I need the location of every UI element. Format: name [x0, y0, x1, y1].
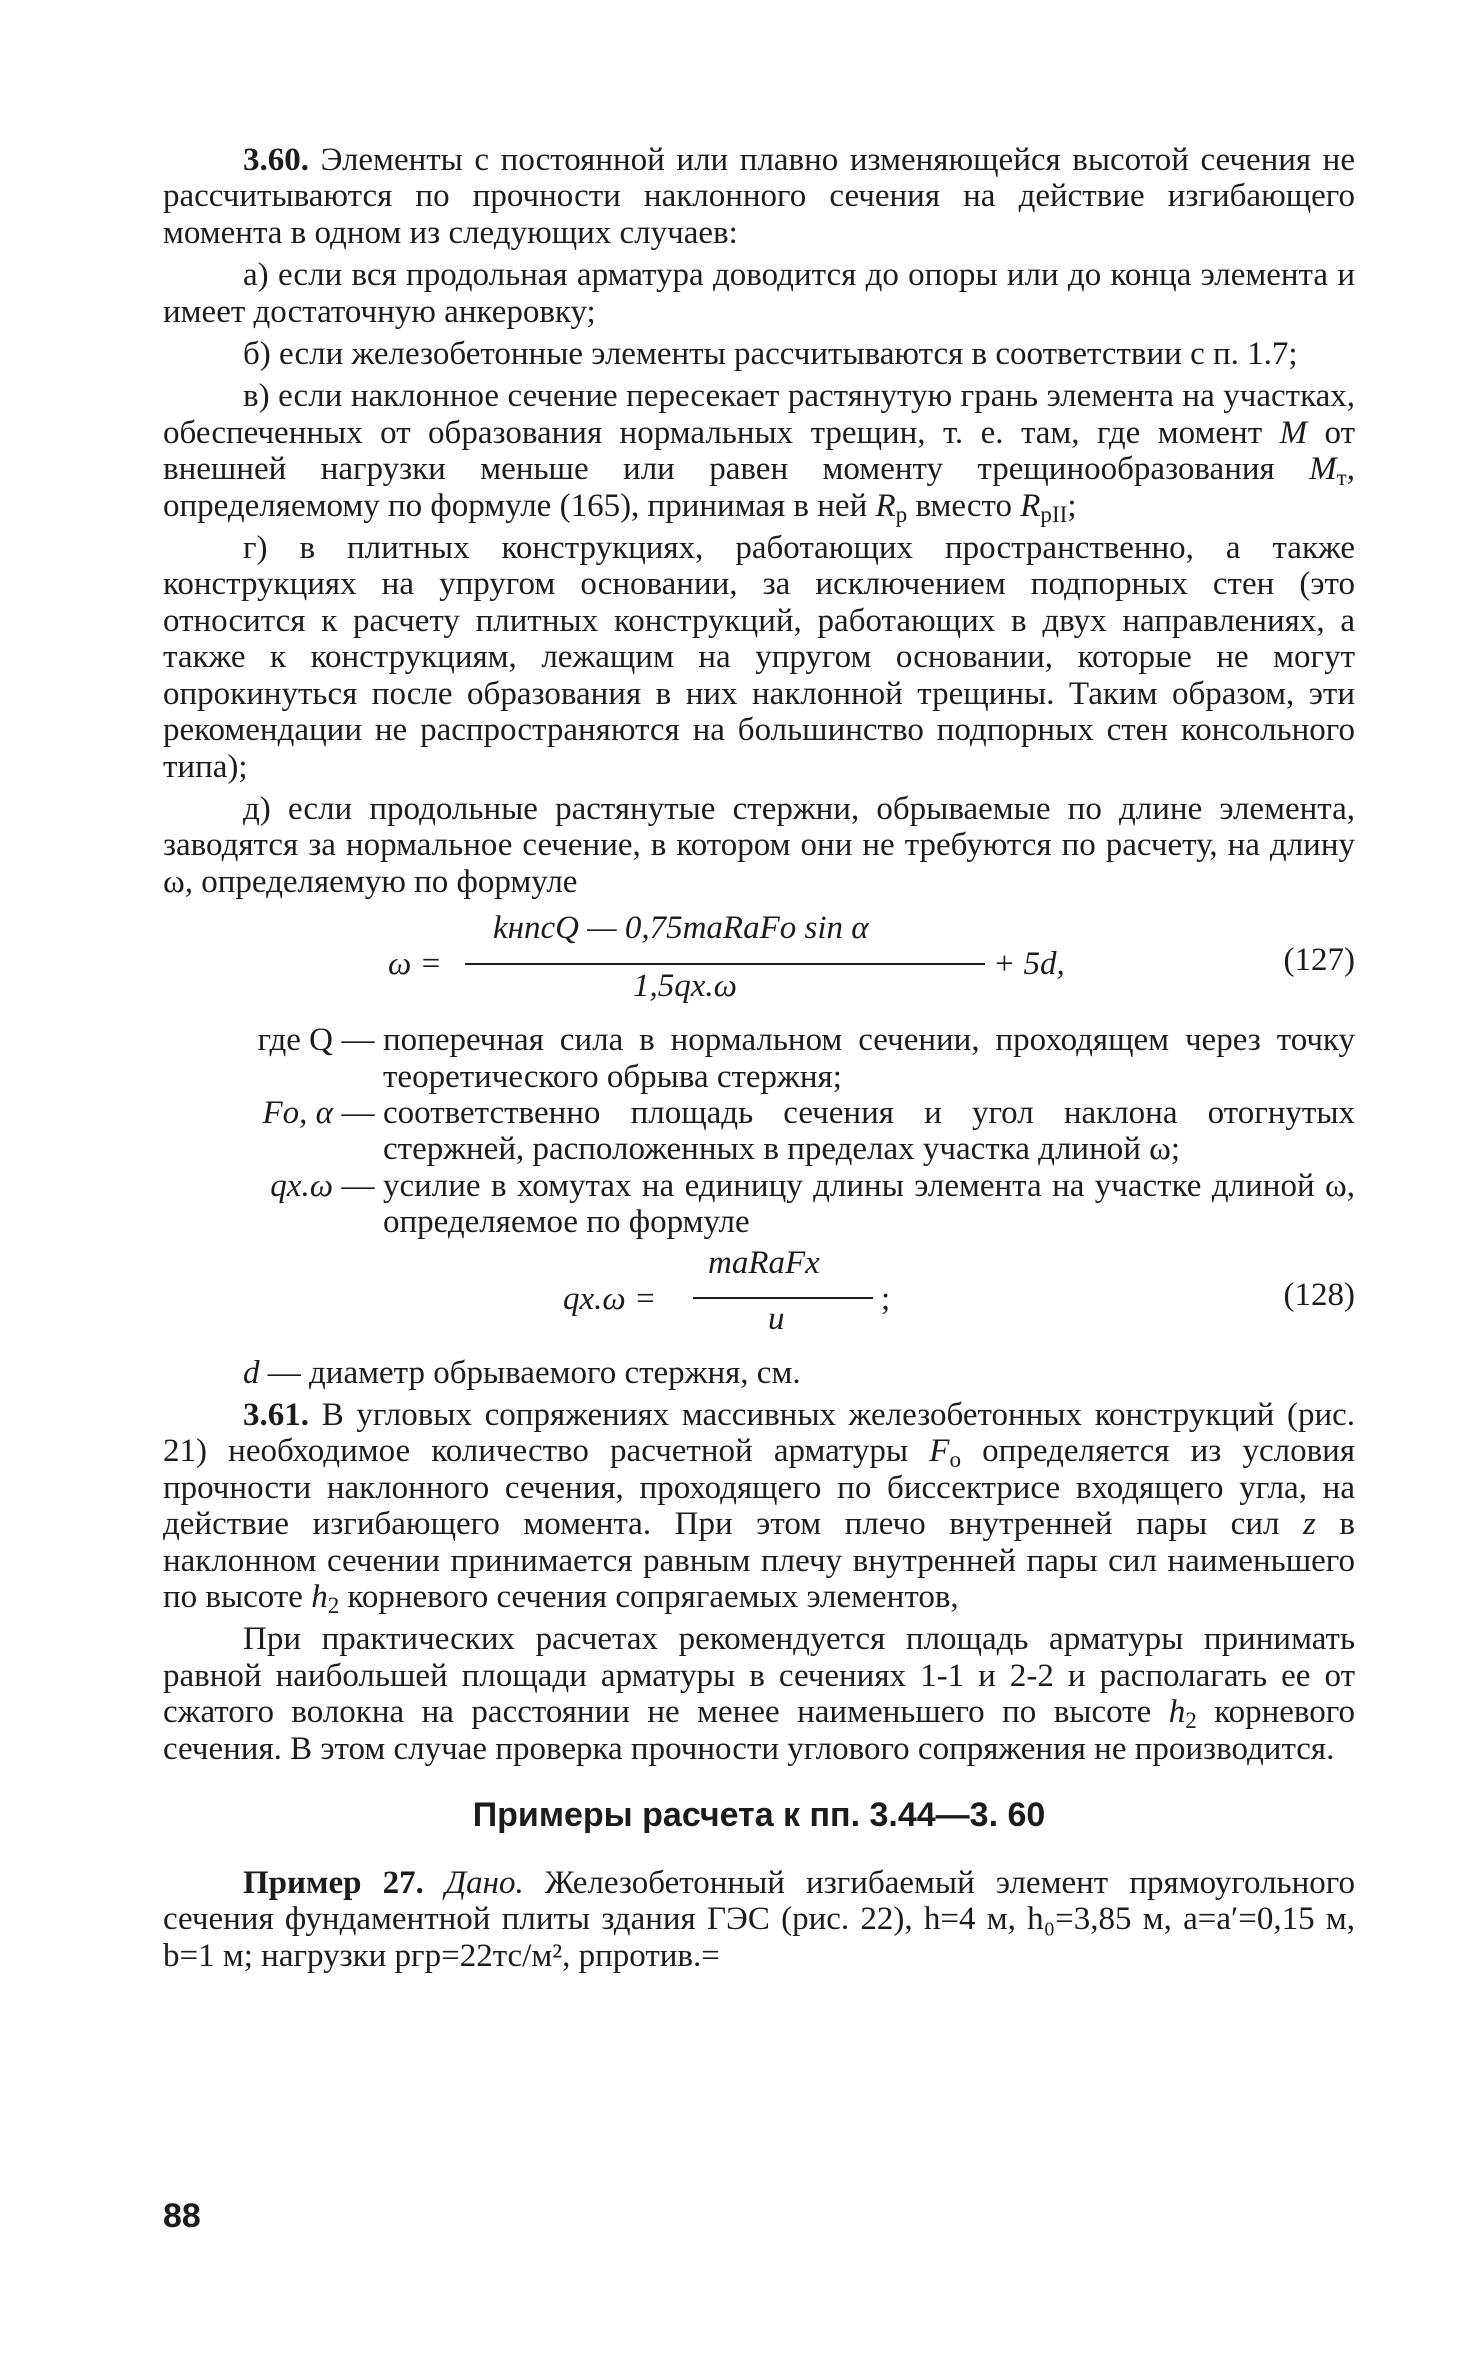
formula-lhs: ω = — [388, 946, 442, 983]
formula-lhs: qх.ω = — [563, 1280, 657, 1317]
formula-denominator: u — [768, 1300, 785, 1337]
fraction-bar — [693, 1297, 873, 1299]
def-text: усилие в хомутах на единицу длины элемента на участке длиной ω, определяемое по формуле — [383, 1167, 1355, 1241]
item-v: в) если наклонное сечение пересекает растянутую грань элемента на участках, обеспеченных от образования нормальных трещин, т. е. там, где момент М от внешней нагрузки меньше или равен моменту трещинообразования $М_т$, определяемому по формуле (165), принимая в ней $R_р$ вместо $R_{рII}$; — [163, 378, 1355, 527]
formula-numerator: kнnсQ — 0,75mаRаFо sin α — [493, 910, 869, 947]
fraction-bar — [465, 963, 985, 965]
paragraph-practice: При практических расчетах рекомендуется площадь арматуры принимать равной наибольшей площади арматуры в сечениях 1-1 и 2-2 и располагать ее от сжатого волокна на расстоянии не менее наименьшего по высоте $h_2$ корневого сечения. В этом случае проверка прочности углового сопряжения не производится. — [163, 1621, 1355, 1767]
def-symbol: qх.ω — [270, 1167, 333, 1204]
paragraph-3-60 — [163, 142, 1355, 251]
example-27: Пример 27. Дано. Железобетонный изгибаемый элемент прямоугольного сечения фундаментной плиты здания ГЭС (рис. 22), h=4 м, h₀=3,85 м, a=a′=0,15 м, b=1 м; нагрузки pгр=22тс/м², pпротив.= — [163, 1865, 1355, 1974]
item-d: д) если продольные растянутые стержни, обрываемые по длине элемента, заводятся за нормальное сечение, в котором они не требуются по расчету, на длину ω, определяемую по формуле — [163, 790, 1355, 900]
item-b: б) если железобетонные элементы рассчитываются в соответствии с п. 1.7; — [243, 336, 1298, 373]
def-dash: — — [341, 1167, 375, 1204]
formula-127 — [163, 906, 1355, 1014]
paragraph-3-61: 3.61. В угловых сопряжениях массивных железобетонных конструкций (рис. 21) необходимое количество расчетной арматуры $F_о$ определяется из условия прочности наклонного сечения, проходящего по биссектрисе входящего угла, на действие изгибающего момента. При этом плечо внутренней пары сил z в наклонном сечении принимается равным плечу внутренней пары сил наименьшего по высоте $h_2$ корневого сечения сопрягаемых элементов, — [163, 1396, 1356, 1618]
formula-tail: + 5d, — [993, 946, 1065, 983]
formula-tail: ; — [881, 1280, 891, 1317]
formula-128 — [163, 1241, 1355, 1345]
text-column — [163, 142, 1355, 1974]
definitions — [163, 1022, 1355, 1240]
def-dash: — — [341, 1022, 375, 1059]
def-text: поперечная сила в нормальном сечении, проходящем через точку теоретического обрыва стержня; — [383, 1022, 1355, 1095]
def-text: соответственно площадь сечения и угол наклона отогнутых стержней, расположенных в пределах участка длиной ω; — [383, 1094, 1355, 1168]
definition-row — [163, 1095, 1355, 1168]
para-text: Элементы с постоянной или плавно изменяющейся высотой сечения не рассчитываются по прочности наклонного сечения на действие изгибающего момента в одном из следующих случаев: — [163, 142, 1355, 251]
formula-denominator: 1,5qх.ω — [633, 968, 737, 1005]
item-g: г) в плитных конструкциях, работающих пространственно, а также конструкциях на упругом основании, за исключением подпорных стен (это относится к расчету плитных конструкций, работающих в двух направлениях, а также к конструкциям, лежащим на упругом основании, которые не могут опрокинуться после образования в них наклонной трещины. Таким образом, эти рекомендации не распространяются на большинство подпорных стен консольного типа); — [163, 530, 1355, 785]
equation-number: (127) — [1283, 942, 1355, 979]
def-symbol: где Q — [257, 1022, 333, 1059]
def-symbol: Fо, α — [262, 1094, 333, 1131]
definition-row — [163, 1168, 1355, 1241]
section-heading: Примеры расчета к пп. 3.44—3. 60 — [472, 1796, 1046, 1835]
page-number: 88 — [163, 2197, 201, 2235]
para-number: 3.60. — [243, 142, 309, 178]
formula-numerator: mаRаFх — [708, 1244, 820, 1281]
def-dash: — — [341, 1094, 375, 1131]
definition-d: d — диаметр обрываемого стержня, см. — [243, 1354, 801, 1391]
equation-number: (128) — [1283, 1276, 1355, 1313]
item-a: а) если вся продольная арматура доводится до опоры или до конца элемента и имеет достаточную анкеровку; — [163, 257, 1355, 330]
definition-row — [163, 1022, 1355, 1095]
